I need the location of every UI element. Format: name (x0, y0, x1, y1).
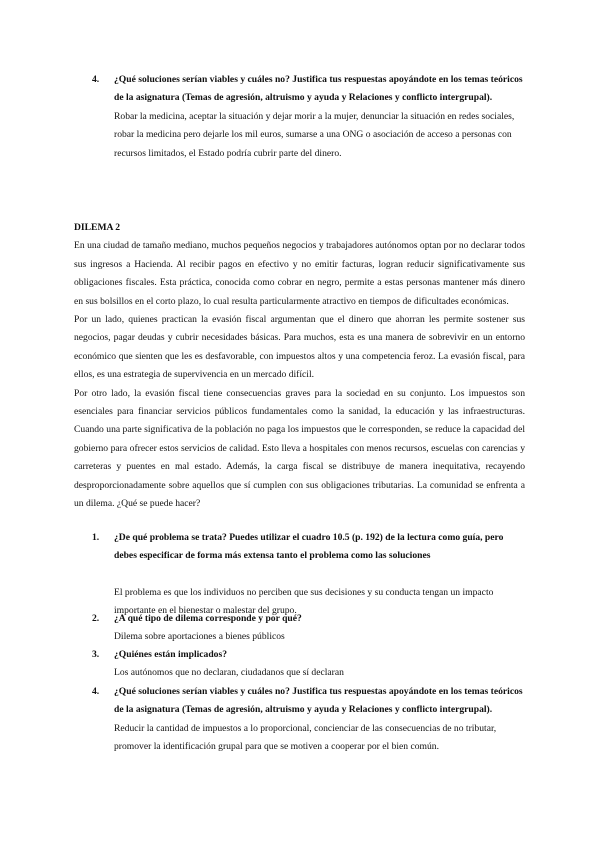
question-number: 1. (92, 532, 100, 543)
dilema-2-section (74, 219, 525, 514)
question-item (92, 610, 527, 647)
paragraph: Por otro lado, la evasión fiscal tiene consecuencias graves para la sociedad en su conjunto. Los impuestos son esenciales para financiar servicios públicos fundamentales como la sanidad, la educación y las infraestructuras. Cuando una parte significativa de la población no paga los impuestos que le corresponden, se reduce la capacidad del gobierno para ofrecer estos servicios de calidad. Esto lleva a hospitales con menos recursos, escuelas con carencias y carreteras y puentes en mal estado. Además, la carga fiscal se distribuye de manera inequitativa, recayendo desproporcionadamente sobre aquellos que sí cumplen con sus obligaciones tributarias. La comunidad se enfrenta a un dilema. ¿Qué se puede hacer? (74, 387, 525, 510)
answer-text: Reducir la cantidad de impuestos a lo proporcional, concienciar de las consecuencias de no tributar, promover la identificación grupal para que se motiven a cooperar por el bien común. (114, 722, 497, 753)
section-title: DILEMA 2 (74, 222, 121, 233)
question-text: ¿Quiénes están implicados? (114, 649, 228, 660)
answer-text: El problema es que los individuos no perciben que sus decisiones y su conducta tengan un impacto importante en el bienestar o malestar del grupo. (114, 586, 494, 617)
question-number: 2. (92, 613, 100, 624)
answer-text: Los autónomos que no declaran, ciudadanos que sí declaran (114, 667, 344, 679)
question-text: ¿A qué tipo de dilema corresponde y por qué? (114, 613, 302, 624)
paragraph: En una ciudad de tamaño mediano, muchos pequeños negocios y trabajadores autónomos optan por no declarar todos sus ingresos a Hacienda. Al recibir pagos en efectivo y no emitir facturas, logran reducir significativamente sus obligaciones fiscales. Esta práctica, conocida como cobrar en negro, permite a estas personas mantener más dinero en sus bolsillos en el corto plazo, lo cual resulta particularmente atractivo en tiempos de dificultades económicas. (74, 240, 525, 307)
question-item (92, 646, 527, 683)
question-number: 3. (92, 649, 100, 660)
question-item (92, 529, 527, 621)
question-item (92, 71, 527, 163)
question-text: ¿Qué soluciones serían viables y cuáles no? Justifica tus respuestas apoyándote en los temas teóricos de la asignatura (Temas de agresión, altruismo y ayuda y Relaciones y conflicto intergrupal). (114, 686, 523, 716)
question-number: 4. (92, 74, 100, 85)
question-item (92, 683, 527, 757)
question-text: ¿De qué problema se trata? Puedes utilizar el cuadro 10.5 (p. 192) de la lectura como guía, pero debes especificar de forma más extensa tanto el problema como las soluciones (114, 532, 504, 562)
answer-text: Robar la medicina, aceptar la situación y dejar morir a la mujer, denunciar la situación en redes sociales, robar la medicina pero dejarle los mil euros, sumarse a una ONG o asociación de acceso a personas con recursos limitados, el Estado podría cubrir parte del dinero. (114, 110, 515, 159)
question-text: ¿Qué soluciones serían viables y cuáles no? Justifica tus respuestas apoyándote en los temas teóricos de la asignatura (Temas de agresión, altruismo y ayuda y Relaciones y conflicto intergrupal). (114, 74, 523, 104)
answer-text: Dilema sobre aportaciones a bienes públicos (114, 631, 285, 643)
question-number: 4. (92, 686, 100, 697)
paragraph: Por un lado, quienes practican la evasión fiscal argumentan que el dinero que ahorran les permite sostener sus negocios, pagar deudas y cubrir necesidades básicas. Para muchos, esta es una manera de sobrevivir en un entorno económico que sienten que les es desfavorable, con impuestos altos y una competencia feroz. La evasión fiscal, para ellos, es una estrategia de supervivencia en un mercado difícil. (74, 314, 525, 381)
